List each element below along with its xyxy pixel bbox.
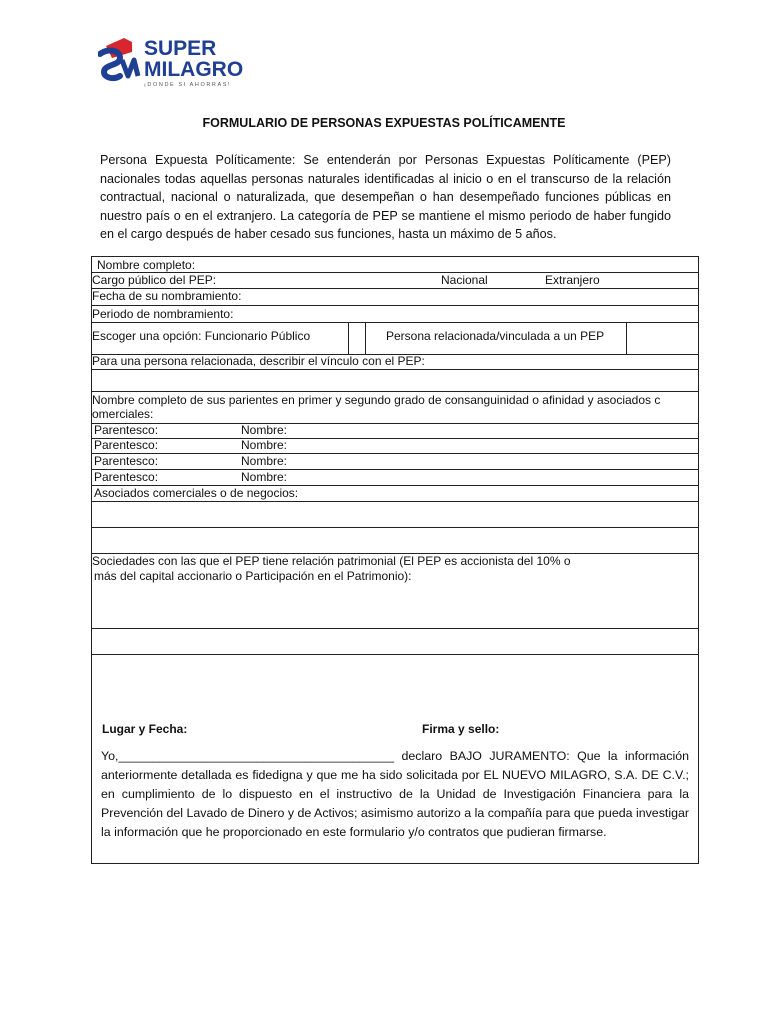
firma-sello-label: Firma y sello: [422,722,500,736]
parentesco-label: Parentesco: [94,438,159,452]
row-divider [92,469,698,470]
pep-form-table [91,256,699,864]
row-divider [92,527,698,528]
row-divider [92,391,698,392]
sociedades-label-line1: Sociedades con las que el PEP tiene relación patrimonial (El PEP es accionista del 10% o [92,554,571,568]
parentesco-label: Parentesco: [94,454,159,468]
logo-wordmark [144,38,243,80]
parentesco-label: Parentesco: [94,470,159,484]
nombre-completo-label: Nombre completo: [97,258,196,272]
nombre-label: Nombre: [241,423,288,437]
nombre-label: Nombre: [241,470,288,484]
opcion-funcionario-label: Escoger una opción: Funcionario Público [92,329,311,343]
option-divider [626,322,627,354]
sociedades-label-line2: más del capital accionario o Participación en el Patrimonio): [94,569,412,583]
cargo-publico-label: Cargo público del PEP: [92,273,217,287]
lugar-fecha-label: Lugar y Fecha: [102,722,188,736]
row-divider [92,453,698,454]
option-divider [348,322,349,354]
periodo-nombramiento-label: Periodo de nombramiento: [92,307,234,321]
option-divider [365,322,366,354]
nacional-label: Nacional [441,273,488,287]
logo-mark-icon [98,36,142,82]
row-divider [92,501,698,502]
asociados-label: Asociados comerciales o de negocios: [94,486,299,500]
row-divider [92,628,698,629]
nombre-label: Nombre: [241,454,288,468]
parentesco-label: Parentesco: [94,423,159,437]
vinculo-label: Para una persona relacionada, describir el vínculo con el PEP: [92,354,425,368]
fecha-nombramiento-label: Fecha de su nombramiento: [92,289,242,303]
document-title: FORMULARIO DE PERSONAS EXPUESTAS POLÍTICAMENTE [202,116,566,130]
parientes-label-line2: omerciales: [92,407,154,421]
logo-tagline: ¡DONDE SI AHORRAS! [144,82,232,88]
row-divider [92,369,698,370]
row-divider [92,423,698,424]
row-divider [92,305,698,306]
declaracion-juramento: Yo,________________________________________ declaro BAJO JURAMENTO: Que la información anteriormente detallada es fidedigna y que me ha sido solicitada por EL NUEVO MILAGRO, S.A. DE C.V.; en cumplimiento de lo dispuesto en el instructivo de la Unidad de Investigación Financiera para la Prevención del Lavado de Dinero y de Activos; asimismo autorizo a la compañía para que pueda investigar la información que he proporcionado en este formulario y/o contratos que pudieran firmarse. [101,749,689,839]
parientes-label-line1: Nombre completo de sus parientes en primer y segundo grado de consanguinidad o afinidad y asociados c [92,393,661,407]
opcion-relacionada-label: Persona relacionada/vinculada a un PEP [386,329,605,343]
super-milagro-logo [98,36,258,94]
row-divider [92,322,698,323]
nombre-label: Nombre: [241,438,288,452]
row-divider [92,654,698,655]
extranjero-label: Extranjero [545,273,600,287]
row-divider [92,438,698,439]
logo-line-milagro: MILAGRO [144,58,244,81]
logo-line-super: SUPER [144,37,217,60]
intro-paragraph: Persona Expuesta Políticamente: Se entenderán por Personas Expuestas Políticamente (PEP) nacionales todas aquellas personas naturales identificadas al inicio o en el transcurso de la relación contractual, nacional o naturalizada, que desempeñan o han desempeñado funciones públicas en nuestro país o en el extranjero. La categoría de PEP se mantiene el mismo periodo de haber fungido en el cargo después de haber cesado sus funciones, hasta un máximo de 5 años. [100,153,671,242]
